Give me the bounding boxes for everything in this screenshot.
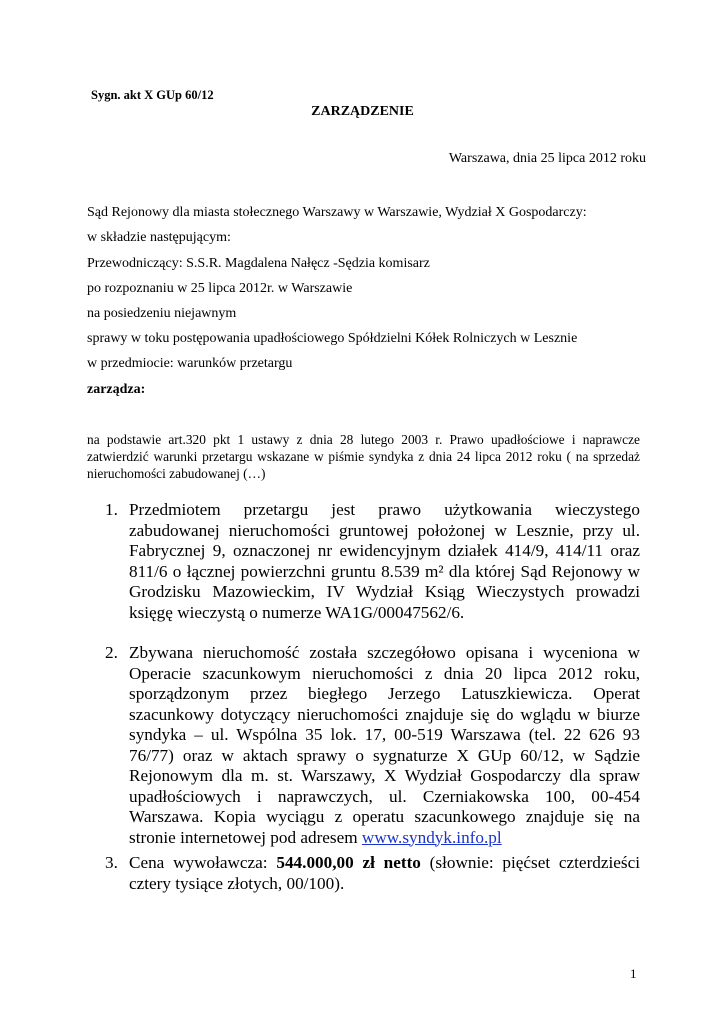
price-in-words: (słownie: pięćset czterdzieści cztery tysiące złotych, 00/100).	[129, 853, 641, 893]
court-line: Przewodniczący: S.S.R. Magdalena Nałęcz -Sędzia komisarz	[87, 256, 430, 271]
case-signature: Sygn. akt X GUp 60/12	[91, 88, 214, 102]
orders-label: zarządza:	[87, 382, 146, 397]
list-item-body: Zbywana nieruchomość została szczegółowo opisana i wyceniona w Operacie szacunkowym nieruchomości z dnia 20 lipca 2012 roku, sporządzonym przez biegłego Jerzego Latuszkiewicza. Operat szacunkowy dotyczący nieruchomości znajduje się do wglądu w biurze syndyka – ul. Wspólna 35 lok. 17, 00-519 Warszawa (tel. 22 626 93 76/77) oraz w aktach sprawy o sygnaturze X GUp 60/12, w Sądzie Rejonowym dla m. st. Warszawy, X Wydział Gospodarczy dla spraw upadłościowych i naprawczych, ul. Czerniakowska 100, 00-454 Warszawa. Kopia wyciągu z operatu szacunkowego znajduje się na stronie internetowej pod adresem	[129, 643, 640, 847]
court-line: w przedmiocie: warunków przetargu	[87, 356, 293, 371]
list-item-text	[129, 853, 640, 894]
court-line: na posiedzeniu niejawnym	[87, 306, 237, 321]
page-number: 1	[630, 966, 637, 981]
legal-basis-paragraph: na podstawie art.320 pkt 1 ustawy z dnia 28 lutego 2003 r. Prawo upadłościowe i naprawcze zatwierdzić warunki przetargu wskazane w piśmie syndyka z dnia 24 lipca 2012 roku ( na sprzedaż nieruchomości zabudowanej (…)	[87, 432, 640, 481]
court-line: sprawy w toku postępowania upadłościowego Spółdzielni Kółek Rolniczych w Lesznie	[87, 331, 578, 346]
court-line: w składzie następującym:	[87, 230, 231, 245]
starting-price: 544.000,00 zł netto	[276, 853, 421, 872]
document-title: ZARZĄDZENIE	[311, 104, 414, 119]
court-line: po rozpoznaniu w 25 lipca 2012r. w Warszawie	[87, 281, 353, 296]
court-line: Sąd Rejonowy dla miasta stołecznego Warszawy w Warszawie, Wydział X Gospodarczy:	[87, 205, 587, 220]
price-label: Cena wywoławcza:	[129, 853, 268, 872]
syndyk-website-link[interactable]: www.syndyk.info.pl	[361, 827, 502, 847]
list-item-text: Przedmiotem przetargu jest prawo użytkowania wieczystego zabudowanej nieruchomości gruntowej położonej w Lesznie, przy ul. Fabrycznej 9, oznaczonej nr ewidencyjnym działek 414/9, 414/11 oraz 811/6 o łącznej powierzchni gruntu 8.539 m² dla której Sąd Rejonowy w Grodzisku Mazowieckim, IV Wydział Ksiąg Wieczystych prowadzi księgę wieczystą o numerze WA1G/00047562/6.	[129, 500, 640, 622]
list-number: 1.	[105, 500, 118, 519]
place-date: Warszawa, dnia 25 lipca 2012 roku	[448, 151, 646, 166]
list-number: 2.	[105, 643, 118, 662]
list-item-text	[129, 643, 640, 848]
list-number: 3.	[105, 853, 118, 872]
